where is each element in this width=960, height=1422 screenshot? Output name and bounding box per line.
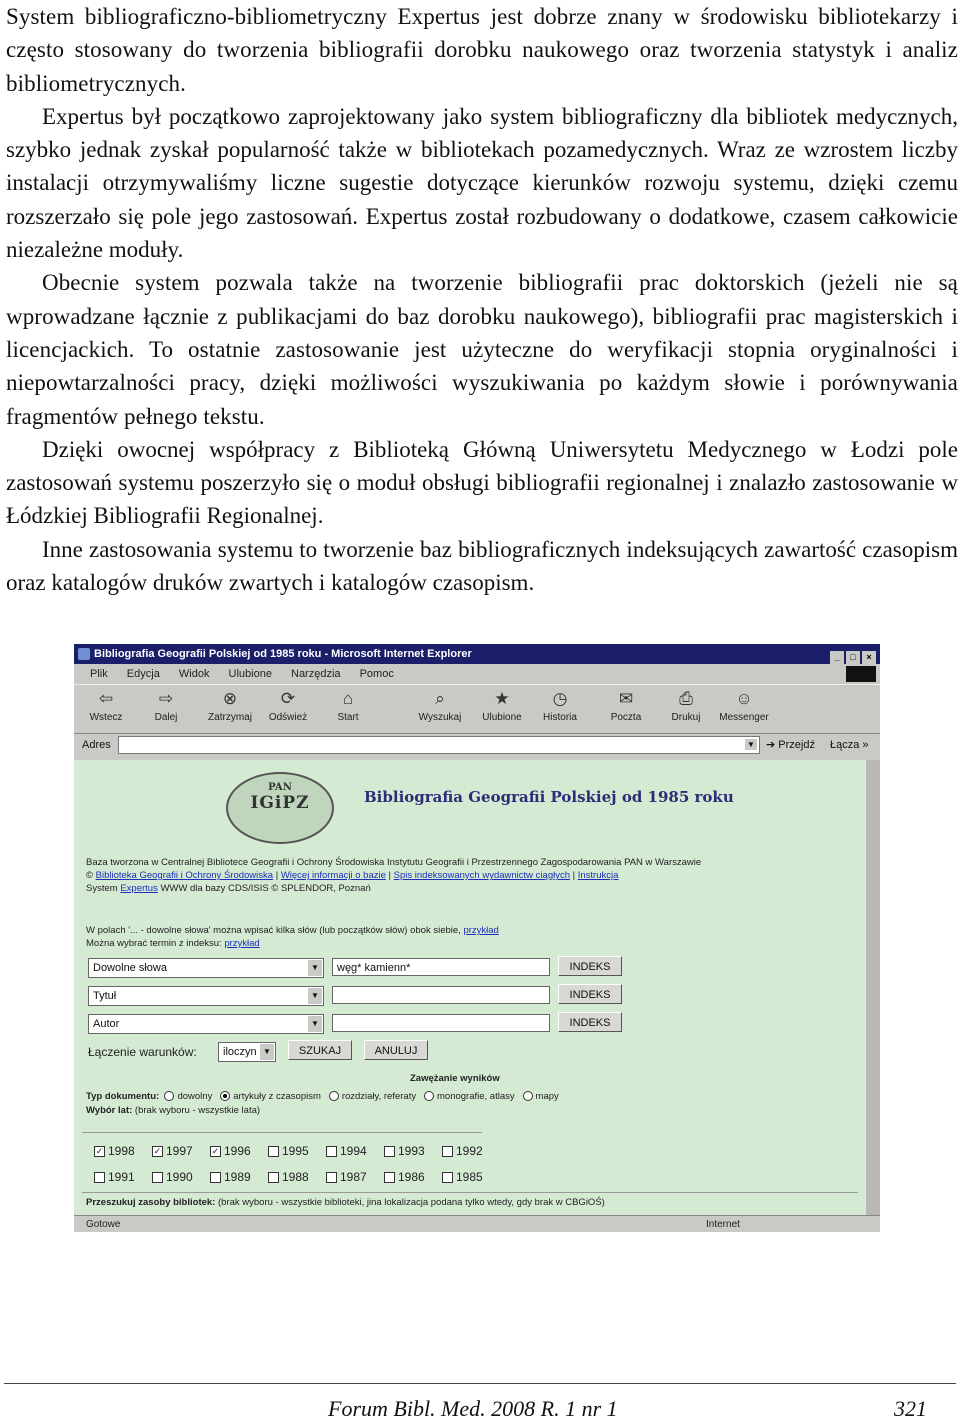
history-icon: ◷ — [552, 689, 568, 708]
radio-selected-icon — [220, 1091, 230, 1101]
years-label-row: Wybór lat: (brak wyboru - wszystkie lata) — [86, 1105, 261, 1116]
paragraph-1: System bibliograficzno-bibliometryczny Expertus jest dobrze znany w środowisku bibliotekarzy i często stosowany do tworzenia bibliografii dorobku naukowego oraz tworzenia statystyk i analiz bibliometrycznych. — [6, 4, 958, 96]
checkbox-icon — [94, 1172, 105, 1183]
field-input-2[interactable] — [332, 986, 550, 1004]
maximize-icon[interactable]: □ — [846, 651, 860, 664]
printer-icon: ⎙ — [679, 689, 693, 708]
narrow-results-heading: Zawężanie wyników — [410, 1073, 500, 1084]
checkbox-checked-icon: ✓ — [211, 1146, 220, 1157]
year-checkbox-1985[interactable]: 1985 — [442, 1170, 483, 1184]
print-button[interactable]: ⎙ Drukuj — [671, 689, 701, 723]
index-button-2[interactable]: INDEKS — [558, 984, 622, 1004]
doctype-monographs[interactable]: monografie, atlasy — [424, 1091, 515, 1102]
year-checkbox-1996[interactable]: ✓ 1996 — [211, 1144, 251, 1158]
divider — [82, 1192, 858, 1193]
go-button[interactable]: ➔ Przejdź — [766, 739, 815, 751]
mail-button[interactable]: ✉ Poczta — [610, 689, 642, 723]
libraries-row: Przeszukuj zasoby bibliotek: (brak wyboru - wszystkie biblioteki, jina lokalizacja podana tylko wtedy, gdy brak w CBGiOŚ) — [86, 1197, 605, 1208]
checkbox-icon — [326, 1172, 337, 1183]
chevron-down-icon[interactable]: ▼ — [745, 739, 757, 750]
stop-icon: ⊗ — [222, 689, 238, 708]
menu-narzedzia[interactable]: Narzędzia — [291, 668, 341, 680]
search-submit-button[interactable]: SZUKAJ — [288, 1040, 352, 1060]
menu-pomoc[interactable]: Pomoc — [359, 668, 394, 680]
arrow-right-icon: ⇨ — [158, 689, 174, 708]
doctype-maps[interactable]: mapy — [523, 1091, 559, 1102]
year-checkbox-1995[interactable]: 1995 — [268, 1144, 309, 1158]
menu-edycja[interactable]: Edycja — [126, 668, 160, 680]
igipz-logo: PAN IGiPZ — [226, 772, 334, 844]
library-link[interactable]: Biblioteka Geografii i Ochrony Środowiska — [95, 870, 274, 881]
field-select-1[interactable]: Dowolne słowa ▼ — [88, 958, 324, 978]
search-hint: W polach '... - dowolne słowa' można wpisać kilka słów (lub początków słów) obok siebie, przykład Można wybrać termin z indeksu: przykład — [86, 925, 499, 949]
stop-button[interactable]: ⊗ Zatrzymaj — [208, 689, 252, 723]
address-bar — [74, 734, 880, 756]
checkbox-icon — [152, 1172, 163, 1183]
arrow-left-icon: ⇦ — [98, 689, 114, 708]
mail-icon: ✉ — [618, 689, 634, 708]
chevron-down-icon: ▼ — [308, 960, 322, 976]
year-checkbox-1992[interactable]: 1992 — [442, 1144, 483, 1158]
page-viewport — [74, 760, 866, 1215]
search-button[interactable]: ⌕ Wyszukaj — [418, 689, 462, 723]
menu-widok[interactable]: Widok — [178, 668, 210, 680]
radio-icon — [523, 1091, 533, 1101]
doctype-articles[interactable]: artykuły z czasopism — [220, 1091, 321, 1102]
window-titlebar — [74, 644, 880, 664]
menu-bar — [74, 664, 880, 684]
year-checkbox-1998[interactable]: ✓ 1998 — [95, 1144, 135, 1158]
close-icon[interactable]: × — [862, 651, 876, 664]
window-title: Bibliografia Geografii Polskiej od 1985 roku - Microsoft Internet Explorer — [94, 648, 472, 660]
checkbox-icon — [326, 1146, 337, 1157]
star-icon: ★ — [494, 689, 510, 708]
journals-link[interactable]: Spis indeksowanych wydawnictw ciągłych — [393, 870, 570, 881]
index-button-1[interactable]: INDEKS — [558, 956, 622, 976]
radio-icon — [329, 1091, 339, 1101]
messenger-icon: ☺ — [735, 689, 753, 708]
site-title: Bibliografia Geografii Polskiej od 1985 roku — [364, 788, 734, 806]
checkbox-checked-icon: ✓ — [153, 1146, 162, 1157]
forward-button[interactable]: ⇨ Dalej — [154, 689, 178, 723]
more-info-link[interactable]: Więcej informacji o bazie — [280, 870, 386, 881]
year-checkbox-1993[interactable]: 1993 — [384, 1144, 425, 1158]
home-button[interactable]: ⌂ Start — [337, 689, 359, 723]
journal-citation: Forum Bibl. Med. 2008 R. 1 nr 1 — [328, 1396, 618, 1421]
field-select-3[interactable]: Autor ▼ — [88, 1014, 324, 1034]
links-button[interactable]: Łącza » — [830, 739, 869, 751]
year-checkbox-1989[interactable]: 1989 — [210, 1170, 251, 1184]
doctype-chapters[interactable]: rozdziały, referaty — [329, 1091, 416, 1102]
page-number: 321 — [894, 1396, 927, 1421]
refresh-button[interactable]: ⟳ Odśwież — [268, 689, 308, 723]
address-label: Adres — [82, 739, 111, 751]
year-checkbox-1987[interactable]: 1987 — [326, 1170, 367, 1184]
checkbox-icon — [442, 1146, 453, 1157]
checkbox-icon — [210, 1172, 221, 1183]
field-input-1[interactable]: węg* kamienn* — [332, 958, 550, 976]
radio-icon — [164, 1091, 174, 1101]
join-select[interactable]: iloczyn ▼ — [218, 1042, 276, 1062]
join-label: Łączenie warunków: — [88, 1045, 197, 1059]
example-link[interactable]: przykład — [463, 925, 499, 936]
windows-logo-icon — [846, 666, 876, 682]
paragraph-4: Dzięki owocnej współpracy z Biblioteką Główną Uniwersytetu Medycznego w Łodzi pole zastosowań systemu poszerzyło się o moduł obsługi bibliografii regionalnej i znalazło zastosowanie w Łódzkiej Bibliografii Regionalnej. — [6, 436, 958, 529]
checkbox-icon — [442, 1172, 453, 1183]
address-input[interactable] — [118, 736, 760, 754]
checkbox-icon — [268, 1172, 279, 1183]
checkbox-checked-icon: ✓ — [95, 1146, 104, 1157]
back-button[interactable]: ⇦ Wstecz — [89, 689, 123, 723]
favorites-button[interactable]: ★ Ulubione — [482, 689, 522, 723]
browser-screenshot — [74, 644, 880, 1232]
example-link-2[interactable]: przykład — [224, 938, 260, 949]
article-text — [6, 0, 958, 599]
menu-ulubione[interactable]: Ulubione — [228, 668, 272, 680]
ie-icon — [78, 648, 90, 660]
checkbox-icon — [268, 1146, 279, 1157]
vertical-scrollbar[interactable] — [866, 760, 880, 1215]
chevron-down-icon: ▼ — [260, 1044, 274, 1060]
paragraph-3: Obecnie system pozwala także na tworzenie bibliografii prac doktorskich (jeżeli nie są wprowadzane łącznie z publikacjami do baz dorobku naukowego), bibliografii prac magisterskich i licencjackich. To ostatnie zastosowanie jest użyteczne do weryfikacji stopnia oryginalności i niepowtarzalności pracy, dzięki możliwości wyszukiwania po każdym słowie i porównywania fragmentów pełnego tekstu. — [6, 270, 958, 429]
manual-link[interactable]: Instrukcja — [577, 870, 619, 881]
cancel-button[interactable]: ANULUJ — [364, 1040, 428, 1060]
paragraph-5: Inne zastosowania systemu to tworzenie baz bibliograficznych indeksujących zawartość czasopism oraz katalogów druków zwartych i katalogów czasopism. — [6, 536, 958, 596]
chevron-down-icon: ▼ — [308, 988, 322, 1004]
refresh-icon: ⟳ — [280, 689, 296, 708]
year-checkbox-1997[interactable]: ✓ 1997 — [153, 1144, 193, 1158]
field-input-3[interactable] — [332, 1014, 550, 1032]
info-block: Baza tworzona w Centralnej Bibliotece Geografii i Ochrony Środowiska Instytutu Geografii i Przestrzennego Zagospodarowania PAN w Warszawie © Biblioteka Geografii i Ochrony Środowiska | Więcej informacji o bazie | Spis indeksowanych wydawnictw ciągłych | Instrukcja System Expertus WWW dla bazy CDS/ISIS © SPLENDOR, Poznań — [86, 857, 702, 894]
chevron-down-icon: ▼ — [308, 1016, 322, 1032]
doctype-row: Typ dokumentu: dowolny artykuły z czasopism rozdziały, referaty monografie, atlasy mapy — [86, 1091, 559, 1102]
minimize-icon[interactable]: _ — [830, 651, 844, 664]
divider — [82, 1132, 482, 1133]
checkbox-icon — [384, 1172, 395, 1183]
field-select-2[interactable]: Tytuł ▼ — [88, 986, 324, 1006]
toolbar — [74, 684, 880, 734]
paragraph-2: Expertus był początkowo zaprojektowany jako system bibliograficzny dla bibliotek medycznych, szybko jednak zyskał popularność także w bibliotekach pozamedycznych. Wraz ze wzrostem liczby instalacji otrzymywaliśmy liczne sugestie dotyczące kierunków rozwoju systemu, dzięki czemu rozszerzało się pole jego zastosowań. Expertus został rozbudowany o dodatkowe, czasem całkowicie niezależne moduły. — [6, 103, 958, 263]
index-button-3[interactable]: INDEKS — [558, 1012, 622, 1032]
messenger-button[interactable]: ☺ Messenger — [719, 689, 769, 723]
radio-icon — [424, 1091, 434, 1101]
history-button[interactable]: ◷ Historia — [543, 689, 577, 723]
doctype-any[interactable]: dowolny — [164, 1091, 212, 1102]
year-checkbox-1988[interactable]: 1988 — [268, 1170, 309, 1184]
year-checkbox-1986[interactable]: 1986 — [384, 1170, 425, 1184]
status-zone: Internet — [706, 1219, 740, 1230]
search-icon: ⌕ — [435, 689, 445, 708]
checkbox-icon — [384, 1146, 395, 1157]
home-icon: ⌂ — [342, 689, 354, 708]
status-bar — [74, 1215, 880, 1232]
footer-rule — [4, 1383, 956, 1384]
expertus-link[interactable]: Expertus — [120, 883, 158, 894]
year-checkbox-1991[interactable]: 1991 — [94, 1170, 135, 1184]
year-checkbox-1990[interactable]: 1990 — [152, 1170, 193, 1184]
status-left: Gotowe — [86, 1219, 121, 1230]
year-checkbox-1994[interactable]: 1994 — [326, 1144, 367, 1158]
menu-plik[interactable]: Plik — [90, 668, 108, 680]
